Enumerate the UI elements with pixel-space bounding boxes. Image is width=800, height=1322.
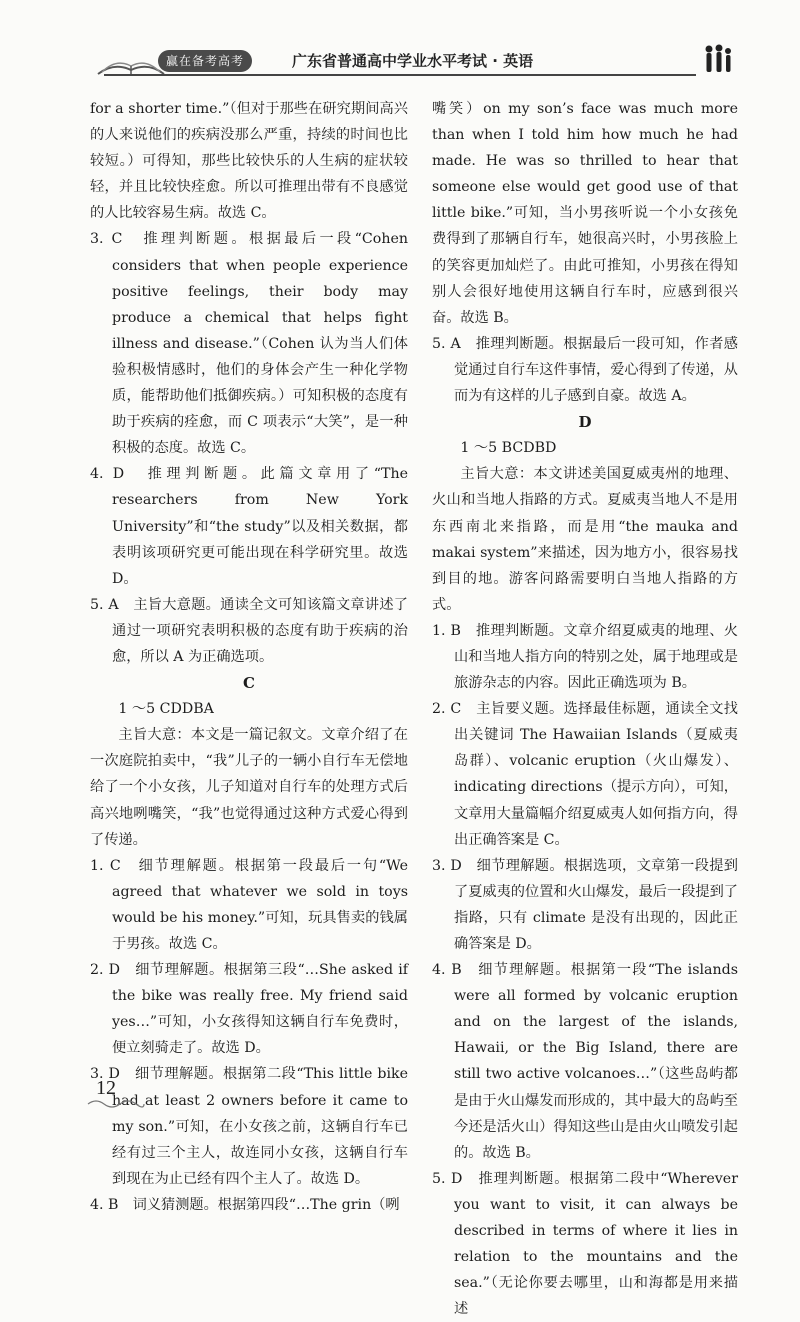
answer-item: 5. A 主旨大意题。通读全文可知该篇文章讲述了通过一项研究表明积极的态度有助于疾病的治愈，所以 A 为正确选项。: [90, 596, 408, 665]
paragraph: for a shorter time.”（但对于那些在研究期间高兴的人来说他们的疾病没那么严重，持续的时间也比较短。）可得知，那些比较快乐的人生病的症状较轻，并且比较快痊愈。所以可推理出带有不良感觉的人比较容易生病。故选 C。: [90, 101, 408, 222]
paragraph: 1 ～5 CDDBA: [118, 701, 214, 718]
header-badge: 赢在备考高考: [158, 50, 252, 72]
answer-item: 1. C 细节理解题。根据第一段最后一句“We agreed that whatever we sold in toys would be his money.”可知，玩具售卖的钱属于男孩。故选 C。: [90, 857, 408, 952]
header-rule: [104, 74, 696, 76]
paragraph: 主旨大意：本文讲述美国夏威夷州的地理、火山和当地人指路的方式。夏威夷当地人不是用东西南北来指路，而是用“the mauka and makai system”来描述，因为地方小，很容易找到目的地。游客问路需要明白当地人指路的方式。: [432, 466, 738, 613]
answer-item: 4. B 细节理解题。根据第一段“The islands were all formed by volcanic eruption and on the largest of the islands, Hawaii, or the Big Island, there are still two active volcanoes…”（这些岛屿都是由于火山爆发而形成的，其中最大的岛屿至今还是活火山）得知这些山是由火山喷发引起的。故选 B。: [432, 962, 738, 1161]
answer-item: 5. D 推理判断题。根据第二段中“Wherever you want to visit, it can always be described in terms of where it lies in relation to the mountains and the sea.”（无论你要去哪里，山和海都是用来描述: [432, 1170, 738, 1318]
page-number-ornament: [86, 1098, 146, 1110]
answer-item: 4. B 词义猜测题。根据第四段“…The grin（咧: [90, 1196, 400, 1213]
paragraph: 嘴笑）on my son’s face was much more than when I told him how much he had made. He was so thrilled to hear that someone else would get good use of that little bike.”可知，当小男孩听说一个小女孩免费得到了那辆自行车，她很高兴时，小男孩脸上的笑容更加灿烂了。由此可推知，小男孩在得知别人会很好地使用这辆自行车时，应感到很兴奋。故选 B。: [432, 101, 738, 326]
answer-item: 1. B 推理判断题。文章介绍夏威夷的地理、火山和当地人指方向的特别之处，属于地理或是旅游杂志的内容。因此正确选项为 B。: [432, 622, 738, 692]
page-number: 12: [96, 1077, 116, 1099]
left-column: [90, 96, 408, 1218]
answer-item: 3. D 细节理解题。根据选项，文章第一段提到了夏威夷的位置和火山爆发，最后一段提到了指路，只有 climate 是没有出现的，因此正确答案是 D。: [432, 857, 738, 952]
answer-item: 5. A 推理判断题。根据最后一段可知，作者感觉通过自行车这件事情，爱心得到了传递，从而为有这样的儿子感到自豪。故选 A。: [432, 335, 738, 405]
answer-item: 2. D 细节理解题。根据第三段“…She asked if the bike was really free. My friend said yes…”可知，小女孩得知这辆自行车免费时，便立刻骑走了。故选 D。: [90, 962, 408, 1057]
people-icon: [700, 44, 736, 74]
paragraph: 1 ～5 BCDBD: [460, 440, 557, 457]
answer-item: 2. C 主旨要义题。选择最佳标题，通读全文找出关键词 The Hawaiian Islands（夏威夷岛群）、volcanic eruption（火山爆发）、indicating directions（提示方向），可知，文章用大量篇幅介绍夏威夷人如何指方向，得出正确答案是 C。: [432, 701, 738, 848]
answer-item: 4. D 推理判断题。此篇文章用了“The researchers from New York University”和“the study”以及相关数据，都表明该项研究更可能出现在科学研究里。故选 D。: [90, 466, 408, 587]
open-book-icon: [96, 54, 166, 76]
header-title: 广东省普通高中学业水平考试 · 英语: [292, 52, 534, 70]
right-column: [432, 96, 738, 1322]
section-heading: D: [578, 413, 592, 432]
paragraph: 主旨大意：本文是一篇记叙文。文章介绍了在一次庭院拍卖中，“我”儿子的一辆小自行车无偿地给了一个小女孩，儿子知道对自行车的处理方式后高兴地咧嘴笑，“我”也觉得通过这种方式爱心得到了传递。: [90, 727, 408, 848]
page-header: [0, 0, 800, 84]
section-heading: C: [243, 674, 255, 693]
answer-item: 3. C 推理判断题。根据最后一段“Cohen considers that when people experience positive feelings, their body may produce a chemical that helps fight illness and disease.”（Cohen 认为当人们体验积极情感时，他们的身体会产生一种化学物质，能帮助他们抵御疾病。）可知积极的态度有助于疾病的痊愈，而 C 项表示“大笑”，是一种积极的态度。故选 C。: [90, 231, 408, 457]
answer-item: 3. D 细节理解题。根据第二段“This little bike had at least 2 owners before it came to my son.”可知，在小女孩之前，这辆自行车已经有过三个主人，故连同小女孩，这辆自行车到现在为止已经有四个主人了。故选 D。: [90, 1066, 408, 1187]
